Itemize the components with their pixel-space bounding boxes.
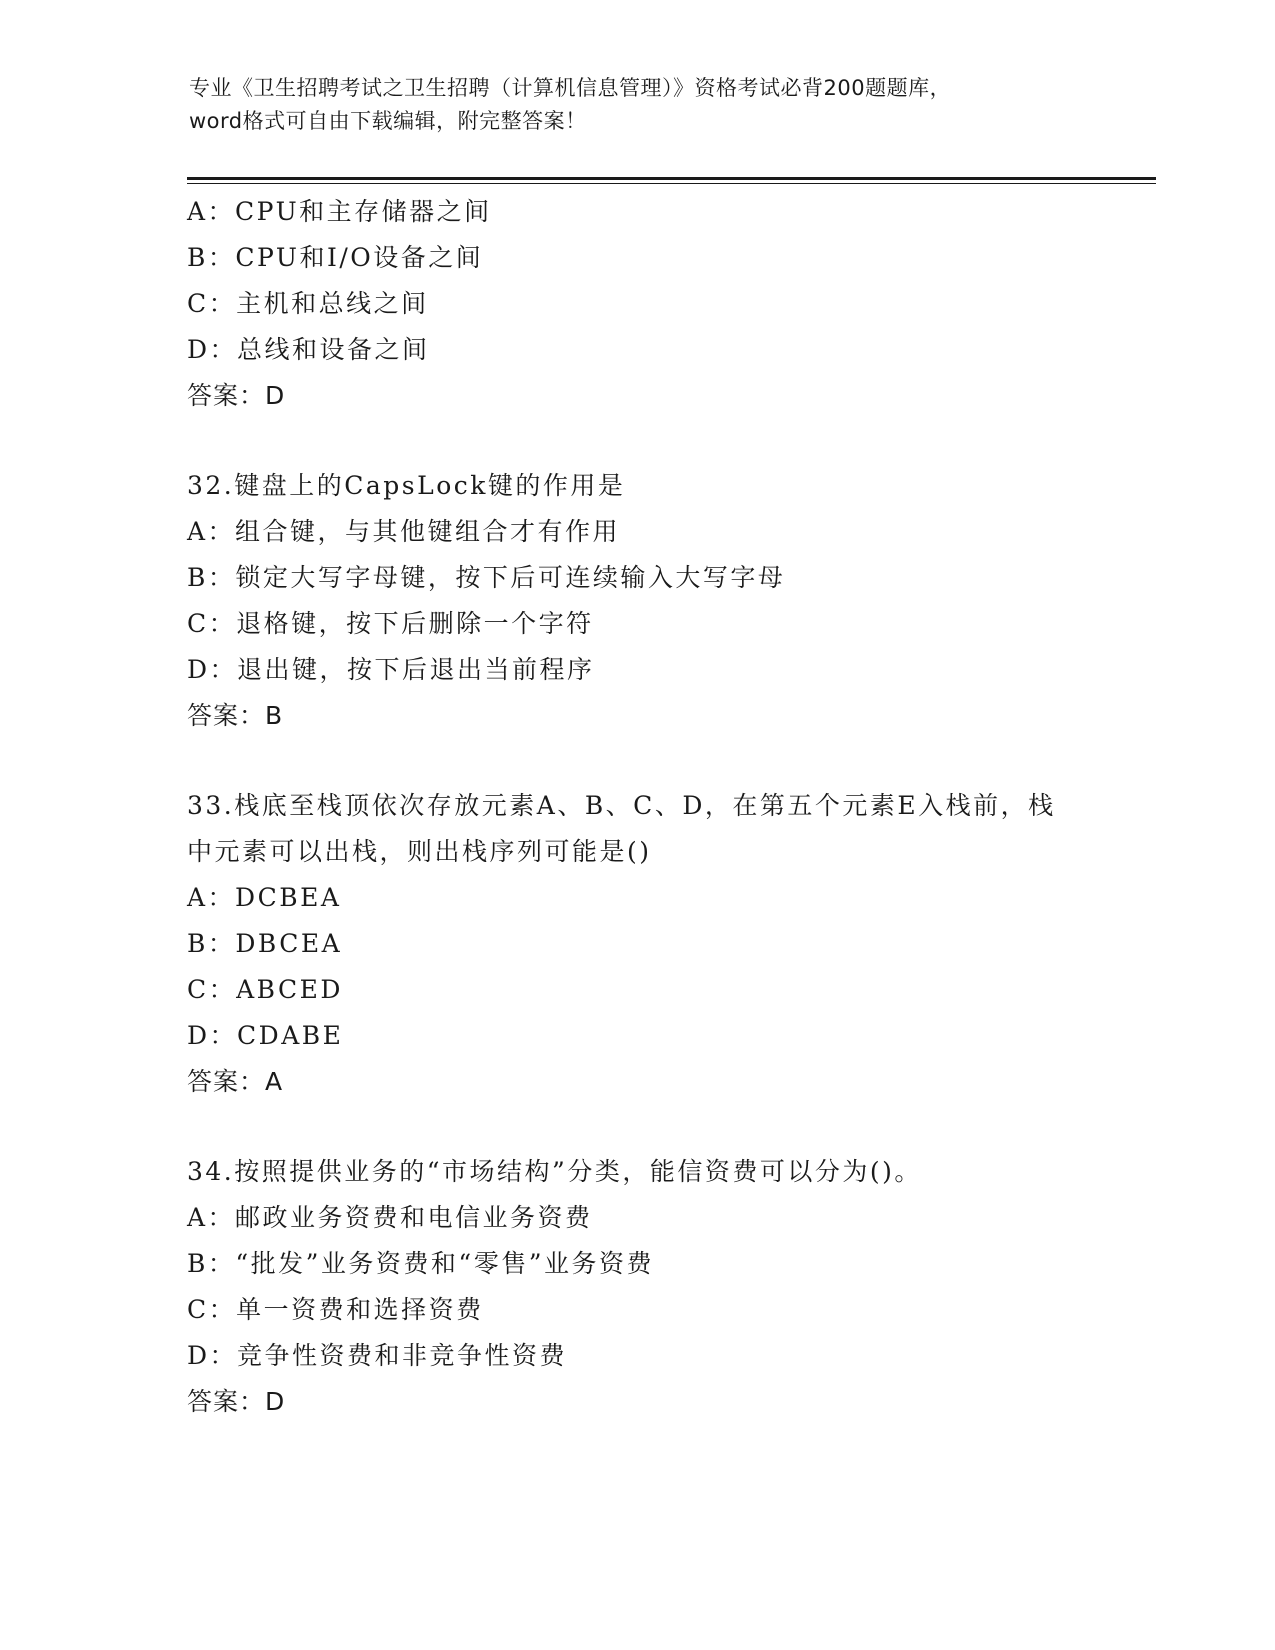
answer: 答案：D (187, 1387, 286, 1416)
question-32 (187, 463, 1147, 739)
question-text: 32.键盘上的CapsLock键的作用是 (187, 471, 626, 500)
question-text-line-2: 中元素可以出栈，则出栈序列可能是() (187, 837, 652, 866)
spacer (187, 1105, 1147, 1149)
option-b: B：DBCEA (187, 929, 343, 958)
question-text: 34.按照提供业务的“市场结构”分类，能信资费可以分为()。 (187, 1157, 922, 1186)
option-c: C：ABCED (187, 975, 343, 1004)
header-divider-thick (187, 177, 1156, 180)
spacer (187, 419, 1147, 463)
option-b: B：“批发”业务资费和“零售”业务资费 (187, 1249, 654, 1278)
option-c: C：单一资费和选择资费 (187, 1295, 484, 1324)
header-title-line-2: word格式可自由下载编辑，附完整答案！ (189, 109, 587, 133)
option-c: C：主机和总线之间 (187, 289, 429, 318)
document-header (189, 72, 1089, 138)
question-list (187, 189, 1147, 1425)
header-divider-thin (187, 183, 1156, 184)
answer: 答案：B (187, 701, 284, 730)
option-d: D：竞争性资费和非竞争性资费 (187, 1341, 568, 1370)
answer: 答案：D (187, 381, 286, 410)
question-31 (187, 189, 1147, 419)
option-d: D：退出键，按下后退出当前程序 (187, 655, 595, 684)
question-text-line-1: 33.栈底至栈顶依次存放元素A、B、C、D，在第五个元素E入栈前，栈 (187, 791, 1056, 820)
option-a: A：邮政业务资费和电信业务资费 (187, 1203, 593, 1232)
question-34 (187, 1149, 1147, 1425)
option-a: A：组合键，与其他键组合才有作用 (187, 517, 621, 546)
option-d: D：CDABE (187, 1021, 344, 1050)
question-33 (187, 783, 1147, 1105)
option-a: A：DCBEA (187, 883, 342, 912)
spacer (187, 739, 1147, 783)
option-d: D：总线和设备之间 (187, 335, 430, 364)
header-title-line-1: 专业《卫生招聘考试之卫生招聘（计算机信息管理）》资格考试必背200题题库， (189, 76, 952, 100)
option-b: B：锁定大写字母键，按下后可连续输入大写字母 (187, 563, 786, 592)
answer: 答案：A (187, 1067, 284, 1096)
option-b: B：CPU和I/O设备之间 (187, 243, 484, 272)
option-c: C：退格键，按下后删除一个字符 (187, 609, 594, 638)
option-a: A：CPU和主存储器之间 (187, 197, 492, 226)
